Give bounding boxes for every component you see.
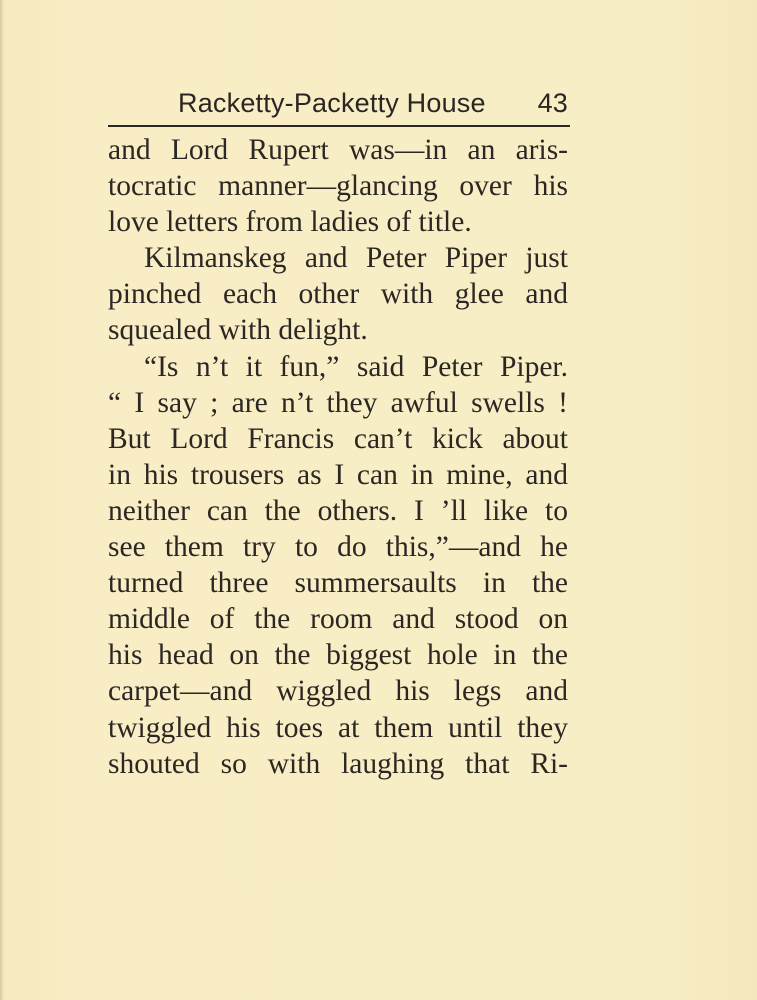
text-line: middle of the room and stood on xyxy=(108,603,568,636)
text-line: squealed with delight. xyxy=(108,314,368,347)
text-line: see them try to do this,”—and he xyxy=(108,531,568,564)
header-rule xyxy=(108,125,570,127)
text-line: and Lord Rupert was—in an aris- xyxy=(108,134,568,166)
text-line: carpet—and wiggled his legs and xyxy=(108,675,568,708)
text-line: turned three summersaults in the xyxy=(108,567,568,600)
text-line: neither can the others. I ’ll like to xyxy=(108,494,568,527)
text-line: But Lord Francis can’t kick about xyxy=(108,422,568,455)
page-edge-shadow xyxy=(0,0,4,1000)
text-line: “Is n’t it fun,” said Peter Piper. xyxy=(144,350,568,383)
body-text xyxy=(108,132,568,782)
text-line: Kilmanskeg and Peter Piper just xyxy=(144,242,568,275)
text-line: “ I say ; are n’t they awful swells ! xyxy=(108,386,568,419)
text-line: in his trousers as I can in mine, and xyxy=(108,458,568,491)
text-line: pinched each other with glee and xyxy=(108,278,568,311)
text-line: shouted so with laughing that Ri- xyxy=(108,747,568,780)
page-number: 43 xyxy=(537,88,568,118)
running-title: Racketty-Packetty House xyxy=(178,88,486,118)
text-line: twiggled his toes at them until they xyxy=(108,711,568,744)
text-line: his head on the biggest hole in the xyxy=(108,639,568,672)
text-line: tocratic manner—glancing over his xyxy=(108,170,568,203)
running-header xyxy=(108,88,570,124)
text-line: love letters from ladies of title. xyxy=(108,206,472,239)
